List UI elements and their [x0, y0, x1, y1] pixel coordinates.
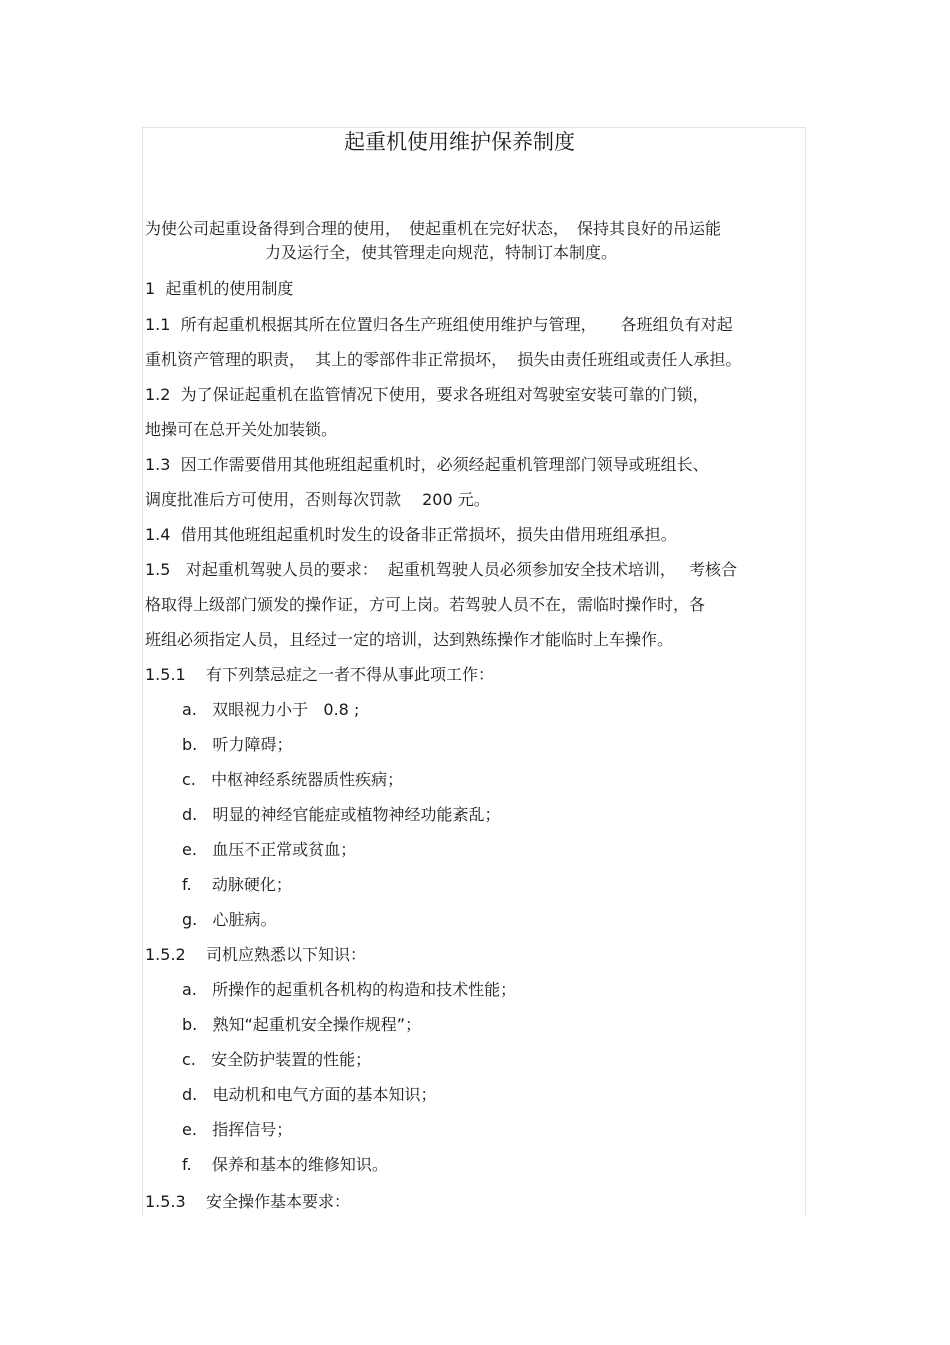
list-item: b. 熟知“起重机安全操作规程”；: [182, 1015, 422, 1034]
list-item: c. 中枢神经系统器质性疾病；: [182, 770, 404, 789]
paragraph-1-1-line-1: 1.1 所有起重机根据其所在位置归各生产班组使用维护与管理， 各班组负有对起: [145, 315, 733, 334]
list-item: d. 明显的神经官能症或植物神经功能紊乱；: [182, 805, 501, 824]
list-item: b. 听力障碍；: [182, 735, 293, 754]
paragraph-1-3-line-2: 调度批准后方可使用，否则每次罚款 200 元。: [145, 490, 490, 509]
subsection-1-5-1: 1.5.1 有下列禁忌症之一者不得从事此项工作：: [145, 665, 495, 684]
list-item: f. 保养和基本的维修知识。: [182, 1155, 388, 1174]
subsection-1-5-3: 1.5.3 安全操作基本要求：: [145, 1192, 351, 1211]
document-title: 起重机使用维护保养制度: [344, 130, 575, 154]
intro-line-2: 力及运行全，使其管理走向规范，特制订本制度。: [265, 243, 618, 262]
list-item: g. 心脏病。: [182, 910, 277, 929]
paragraph-1-5-line-1: 1.5 对起重机驾驶人员的要求： 起重机驾驶人员必须参加安全技术培训， 考核合: [145, 560, 737, 579]
paragraph-1-4: 1.4 借用其他班组起重机时发生的设备非正常损坏，损失由借用班组承担。: [145, 525, 677, 544]
subsection-1-5-2: 1.5.2 司机应熟悉以下知识：: [145, 945, 367, 964]
paragraph-1-2-line-2: 地操可在总开关处加装锁。: [145, 420, 338, 439]
list-item: a. 双眼视力小于 0.8 ;: [182, 700, 360, 719]
list-item: e. 指挥信号；: [182, 1120, 293, 1139]
paragraph-1-1-line-2: 重机资产管理的职责， 其上的零部件非正常损坏， 损失由责任班组或责任人承担。: [145, 350, 742, 369]
list-item: c. 安全防护装置的性能；: [182, 1050, 372, 1069]
intro-line-1: 为使公司起重设备得到合理的使用， 使起重机在完好状态， 保持其良好的吊运能: [145, 219, 722, 238]
list-item: f. 动脉硬化；: [182, 875, 292, 894]
list-item: a. 所操作的起重机各机构的构造和技术性能；: [182, 980, 517, 999]
paragraph-1-3-line-1: 1.3 因工作需要借用其他班组起重机时，必须经起重机管理部门领导或班组长、: [145, 455, 709, 474]
list-item: d. 电动机和电气方面的基本知识；: [182, 1085, 437, 1104]
list-item: e. 血压不正常或贫血；: [182, 840, 357, 859]
paragraph-1-5-line-2: 格取得上级部门颁发的操作证，方可上岗。若驾驶人员不在，需临时操作时，各: [145, 595, 706, 614]
section-heading-1: 1 起重机的使用制度: [145, 279, 294, 298]
paragraph-1-5-line-3: 班组必须指定人员，且经过一定的培训，达到熟练操作才能临时上车操作。: [145, 630, 674, 649]
paragraph-1-2-line-1: 1.2 为了保证起重机在监管情况下使用，要求各班组对驾驶室安装可靠的门锁，: [145, 385, 709, 404]
